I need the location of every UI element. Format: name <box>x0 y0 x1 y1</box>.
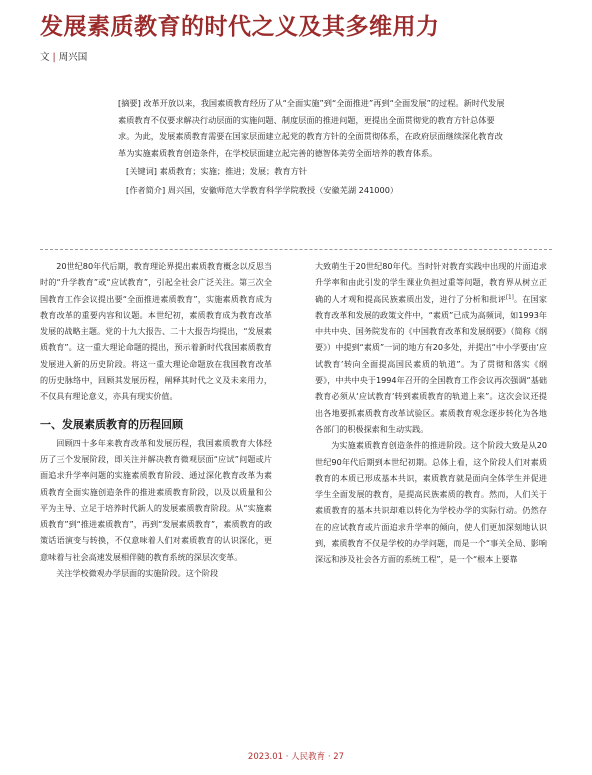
abstract-paragraph <box>118 95 510 161</box>
body-paragraph <box>315 258 547 437</box>
body-paragraph: 20世纪80年代后期，教育理论界提出素质教育概念以反思当时的“升学教育”或“应试教育”，引起全社会广泛关注。第三次全国教育工作会议提出要“全面推进素质教育”，实施素质教育成为教育改革的重要内容和议题。本世纪初，素质教育成为教育改革发展的战略主题。党的十九大报告、二十大报告均提出，“发展素质教育”。这一重大理论命题的提出，预示着新时代我国素质教育发展进入新的历史阶段。将这一重大理论命题放在我国教育改革的历史脉络中，回顾其发展历程，阐释其时代之义及未来用力，不仅具有理论意义，亦具有现实价值。 <box>40 261 272 402</box>
byline <box>40 49 87 63</box>
body-column-left <box>40 258 272 581</box>
citation-marker: [1] <box>505 293 514 300</box>
author-info-text: 周兴国，安徽师范大学教育科学学院教授（安徽芜湖 241000） <box>167 184 399 195</box>
author-info-line <box>118 182 510 199</box>
section-divider <box>40 249 552 250</box>
body-paragraph: 回顾四十多年来教育改革和发展历程，我国素质教育大体经历了三个发展阶段，即关注并解决教育微观层面“应试”问题或片面追求升学率问题的实施素质教育阶段、通过深化教育改革为素质教育全面实施创造条件的推进素质教育阶段，以及以质量和公平为主导、立足于培养时代新人的发展素质教育阶段。从“实施素质教育”到“推进素质教育”，再到“发展素质教育”，素质教育的政策话语演变与转换，不仅意味着人们对素质教育的认识深化，更意味着与社会高速发展相伴随的教育系统的深层次变革。 <box>40 437 272 562</box>
body-text: 。在国家教育改革和发展的政策文件中，“素质”已成为高频词，如1993年中共中央、国务院发布的《中国教育改革和发展纲要》（简称《纲要》）中提到“素质”一词的地方有20多处，并提出“中小学要由‘应试教育’转向全面提高国民素质的轨道”。为了贯彻和落实《纲要》，中共中央于1994年召开的全国教育工作会议再次强调“基础教育必须从‘应试教育’转到素质教育的轨道上来”。这次会议还提出各地要抓素质教育改革试验区。素质教育观念逐步转化为各地各部门的积极探索和生动实践。 <box>315 293 547 434</box>
body-paragraph: 关注学校微观办学层面的实施阶段。这个阶段 <box>56 568 219 579</box>
keywords-line <box>118 163 510 180</box>
byline-separator: | <box>52 52 56 63</box>
body-column-right <box>315 258 547 568</box>
abstract-text: 改革开放以来，我国素质教育经历了从“全面实施”到“全面推进”再到“全面发展”的过程。新时代发展素质教育不仅要求解决行动层面的实施问题、制度层面的推进问题，更提出全面贯彻党的教育方针总体要求。为此，发展素质教育需要在国家层面建立起党的教育方针的全面贯彻体系，在政府层面继续深化教育改革为实施素质教育创造条件，在学校层面建立起完善的德智体美劳全面培养的教育体系。 <box>118 98 505 158</box>
page-footer: 2023.01 · 人民教育 · 27 <box>247 752 345 762</box>
keywords-label: [关键词] <box>126 166 157 177</box>
keywords-text: 素质教育；实施；推进；发展；教育方针 <box>159 166 307 177</box>
body-paragraph: 为实施素质教育创造条件的推进阶段。这个阶段大致是从20世纪90年代后期到本世纪初期。总体上看，这个阶段人们对素质教育的本质已形成基本共识，素质教育就是面向全体学生并促进学生全面发展的教育，是提高民族素质的教育。然而，人们关于素质教育的基本共识却难以转化为学校办学的实际行动。仍然存在的应试教育或片面追求升学率的倾向，使人们更加深刻地认识到，素质教育不仅是学校的办学问题，而是一个“事关全局、影响深远和涉及社会各方面的系统工程”，是一个“根本上要靠 <box>315 440 547 565</box>
section-heading: 一、发展素质教育的历程回顾 <box>40 417 183 431</box>
byline-prefix: 文 <box>40 52 50 63</box>
author-name: 周兴国 <box>58 52 88 63</box>
abstract-label: [摘要] <box>118 98 141 108</box>
author-info-label: [作者简介] <box>126 184 166 195</box>
body-text: 大致萌生于20世纪80年代。当时针对教育实践中出现的片面追求升学率和由此引发的学生课业负担过重等问题，教育界从树立正确的人才观和提高民族素质出发，进行了分析和批评 <box>315 261 547 304</box>
abstract-block <box>118 95 510 199</box>
article-title: 发展素质教育的时代之义及其多维用力 <box>40 14 440 40</box>
